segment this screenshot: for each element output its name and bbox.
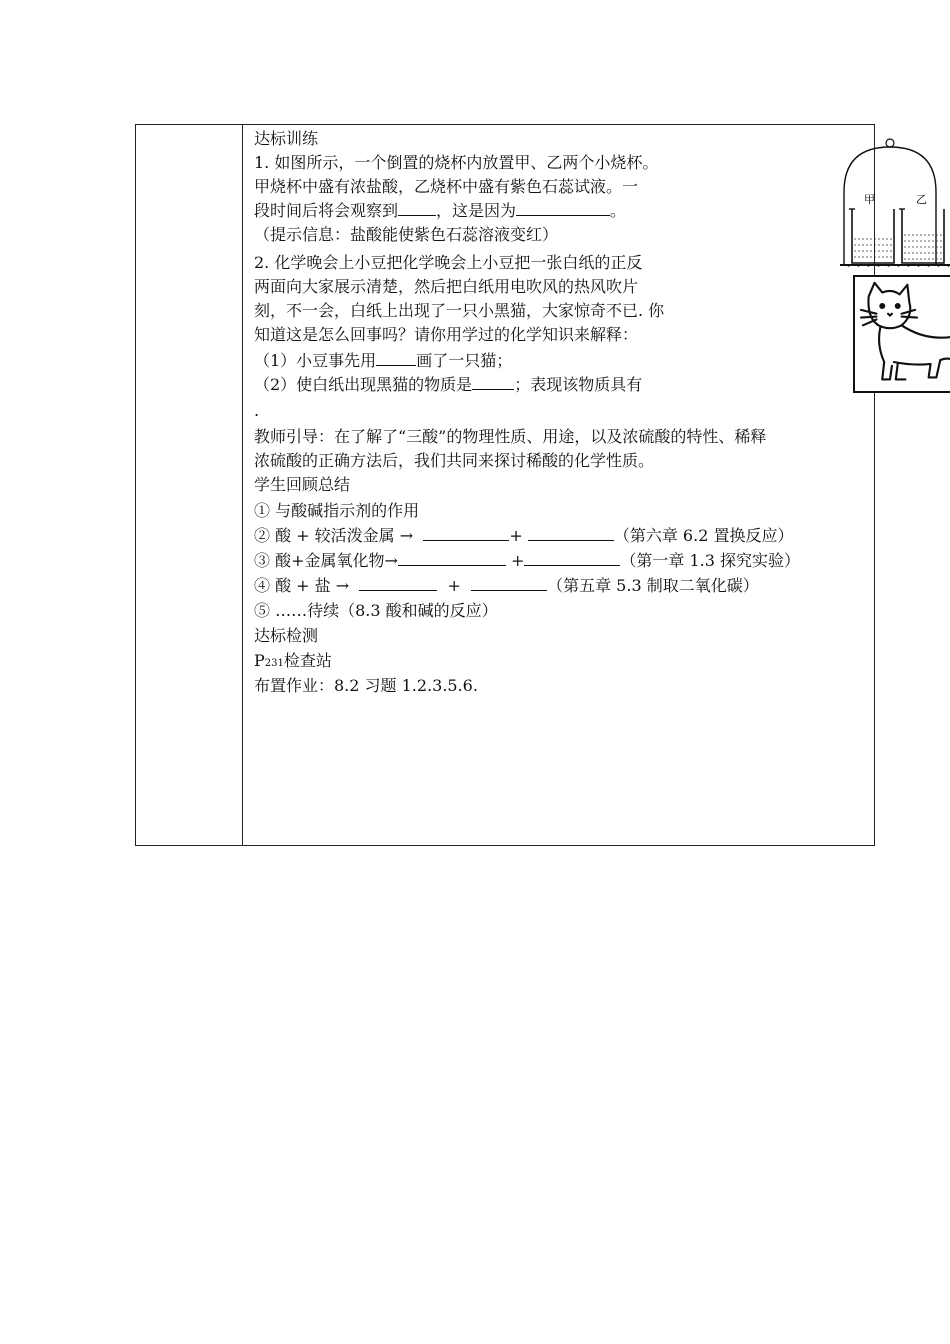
q1-line-3-c: 。 [610, 201, 627, 220]
review-item-4 [254, 576, 759, 596]
review-item-3-a: ③ 酸+金属氧化物→ [254, 551, 398, 570]
answer-blank[interactable] [524, 551, 620, 566]
section-title: 达标训练 [254, 129, 319, 148]
check-page [254, 651, 332, 674]
q2-line-5-b: 画了一只猫； [416, 351, 513, 370]
check-title: 达标检测 [254, 626, 319, 645]
page-prefix: P [254, 651, 265, 670]
q2-line-6 [254, 375, 642, 395]
teacher-line-2: 浓硫酸的正确方法后，我们共同来探讨稀酸的化学性质。 [254, 451, 655, 470]
review-item-2-note: （第六章 6.2 置换反应） [613, 526, 794, 545]
answer-blank[interactable] [471, 576, 547, 591]
q1-line-3 [254, 201, 626, 221]
review-title: 学生回顾总结 [254, 475, 351, 494]
answer-blank[interactable] [423, 526, 509, 541]
review-item-4-note: （第五章 5.3 制取二氧化碳） [547, 576, 759, 595]
q2-line-5-a: （1）小豆事先用 [254, 351, 377, 370]
q2-line-1: 2. 化学晚会上小豆把化学晚会上小豆把一张白纸的正反 [254, 253, 643, 272]
answer-blank[interactable] [398, 201, 436, 216]
q2-line-4: 知道这是怎么回事吗？请你用学过的化学知识来解释： [254, 325, 639, 344]
cat-drawing [853, 275, 950, 393]
review-item-1: ① 与酸碱指示剂的作用 [254, 501, 420, 520]
q2-line-6-b: ；表现该物质具有 [514, 375, 643, 394]
q1-line-3-a: 段时间后将会观察到 [254, 201, 399, 220]
review-item-4-plus: + [447, 576, 461, 595]
left-column-cell [136, 125, 243, 845]
review-item-2-plus: + [509, 526, 523, 545]
q2-line-2: 两面向大家展示清楚，然后把白纸用电吹风的热风吹片 [254, 277, 639, 296]
beaker-label-jia: 甲 [864, 193, 875, 206]
review-item-2 [254, 526, 793, 546]
q1-line-2: 甲烧杯中盛有浓盐酸，乙烧杯中盛有紫色石蕊试液。一 [254, 177, 639, 196]
q2-line-3: 刻，不一会，白纸上出现了一只小黑猫，大家惊奇不已. 你 [254, 301, 665, 320]
answer-blank[interactable] [472, 375, 514, 390]
beaker-label-yi: 乙 [916, 193, 927, 206]
answer-blank[interactable] [528, 526, 614, 541]
review-item-3-plus: + [511, 551, 525, 570]
q2-line-5 [254, 351, 512, 371]
q1-line-1: 1. 如图所示，一个倒置的烧杯内放置甲、乙两个小烧杯。 [254, 153, 659, 172]
content-cell [244, 125, 927, 845]
q2-line-7: . [254, 401, 260, 420]
answer-blank[interactable] [398, 551, 506, 566]
q1-hint: （提示信息：盐酸能使紫色石蕊溶液变红） [254, 225, 559, 244]
teacher-line-1: 教师引导：在了解了“三酸”的物理性质、用途，以及浓硫酸的特性、稀释 [254, 427, 767, 446]
page-number-sub: 231 [264, 658, 284, 669]
review-item-5: ⑤ ……待续（8.3 酸和碱的反应） [254, 601, 498, 620]
beaker-diagram [840, 137, 950, 267]
answer-blank[interactable] [376, 351, 416, 366]
page-suffix: 检查站 [283, 651, 332, 670]
review-item-2-a: ② 酸 + 较活泼金属 → [254, 526, 414, 545]
worksheet-table [135, 124, 927, 846]
answer-blank[interactable] [359, 576, 437, 591]
review-item-4-a: ④ 酸 + 盐 → [254, 576, 350, 595]
q2-line-6-a: （2）使白纸出现黑猫的物质是 [254, 375, 473, 394]
homework-line: 布置作业：8.2 习题 1.2.3.5.6. [254, 676, 478, 695]
review-item-3-note: （第一章 1.3 探究实验） [620, 551, 801, 570]
answer-blank[interactable] [516, 201, 610, 216]
q1-line-3-b: ，这是因为 [436, 201, 517, 220]
review-item-3 [254, 551, 800, 571]
